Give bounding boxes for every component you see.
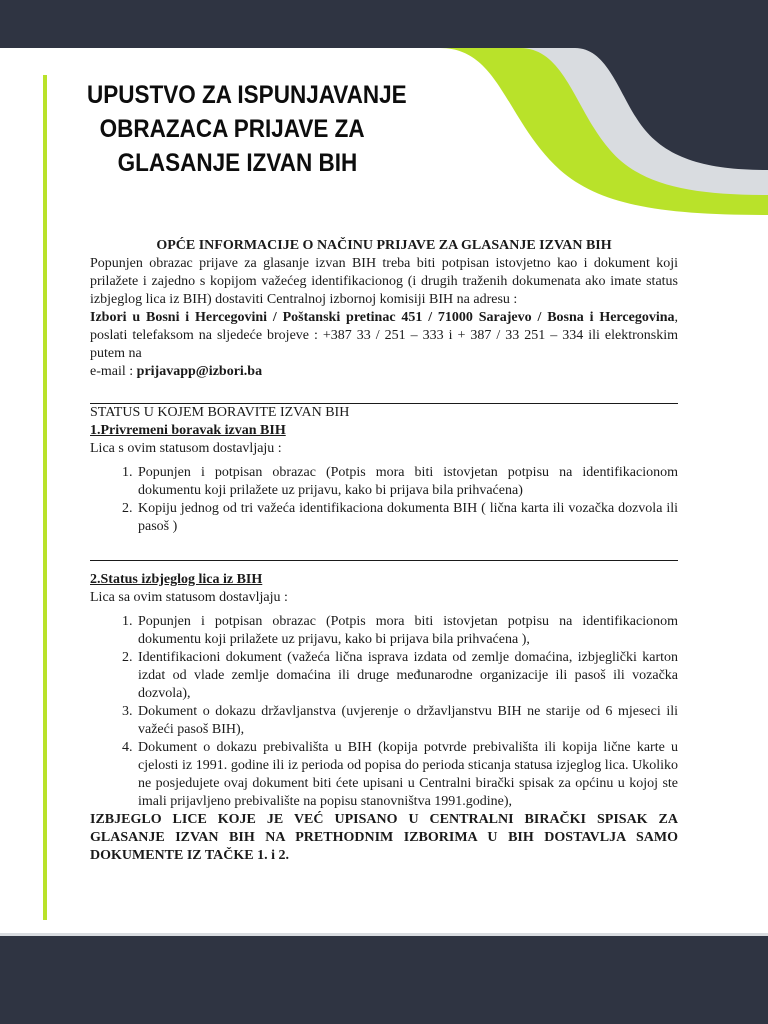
document-title [60, 78, 420, 180]
temporary-stay-title: 1.Privremeni boravak izvan BIH [90, 423, 286, 438]
refugee-status-intro: Lica sa ovim statusom dostavljaju : [90, 590, 288, 605]
email-link[interactable]: prijavapp@izbori.ba [136, 364, 263, 379]
accent-left-bar [43, 75, 47, 920]
general-info-heading: OPĆE INFORMACIJE O NAČINU PRIJAVE ZA GLASANJE IZVAN BIH [156, 238, 612, 253]
document-body [90, 237, 678, 865]
address-paragraph [90, 309, 678, 363]
list-item: 3. Dokument o dokazu državljanstva (uvjerenje o državljanstvu BIH ne starije od 6 mjeseci ili važeći pasoš BIH), [136, 703, 678, 739]
email-label: e-mail : [90, 364, 137, 379]
bottom-band [0, 936, 768, 1024]
list-item: 4. Dokument o dokazu prebivališta u BIH (kopija potvrde prebivališta ili kopija lične karte u cjelosti iz 1991. godine ili iz perioda od popisa do perioda sticanja statusa izjeglog lica. Ukoliko ne posjedujete ovaj dokument biti ćete upisani u Centralni birački spisak za općinu u kojoj ste imali prijavljeno prebivalište na popisu stanovništva 1991.godine), [136, 739, 678, 811]
address-bold: Izbori u Bosni i Hercegovini / Poštanski pretinac 451 / 71000 Sarajevo / Bosna i Hercegovina [90, 310, 675, 325]
refugee-status-title: 2.Status izbjeglog lica iz BIH [90, 572, 263, 587]
status-heading: STATUS U KOJEM BORAVITE IZVAN BIH [90, 405, 350, 420]
refugee-status-list [90, 613, 678, 811]
temporary-stay-intro: Lica s ovim statusom dostavljaju : [90, 441, 282, 456]
address-rest: , poslati telefaksom na sljedeće brojeve : +387 33 / 251 – 333 i + 387 / 33 251 – 334 ili elektronskim putem na [90, 310, 678, 361]
title-line-2: OBRAZACA PRIJAVE ZA [99, 115, 365, 143]
general-info-paragraph: Popunjen obrazac prijave za glasanje izvan BIH treba biti potpisan istovjetno kao i dokument koji prilažete i zajedno s kopijom važećeg identifikacionog (i drugih traženih dokumenata ako imate status izbjeglog lica iz BIH) dostaviti Centralnoj izbornoj komisiji BIH na adresu : [90, 256, 678, 307]
title-line-1: UPUSTVO ZA ISPUNJAVANJE [87, 81, 407, 109]
email-line [90, 363, 678, 381]
list-item: 1. Popunjen i potpisan obrazac (Potpis mora biti istovjetan potpisu na identifikacionom dokumentu koji prilažete uz prijavu, kako bi prijava bila prihvaćena) [136, 464, 678, 500]
list-item: 2. Identifikacioni dokument (važeća lična isprava izdata od zemlje domaćina, izbjeglički karton izdat od vlade zemlje domaćina ili druge međunarodne organizacije ili pasoš ili vozačka dozvola), [136, 649, 678, 703]
divider-2 [90, 560, 678, 561]
list-item: 2. Kopiju jednog od tri važeća identifikaciona dokumenta BIH ( lična karta ili vozačka dozvola ili pasoš ) [136, 500, 678, 536]
temporary-stay-list [90, 464, 678, 536]
list-item: 1. Popunjen i potpisan obrazac (Potpis mora biti istovjetan potpisu na identifikacionom dokumentu koji prilažete uz prijavu, kako bi prijava bila prihvaćena ), [136, 613, 678, 649]
final-note: IZBJEGLO LICE KOJE JE VEĆ UPISANO U CENTRALNI BIRAČKI SPISAK ZA GLASANJE IZVAN BIH NA PRETHODNIM IZBORIMA U BIH DOSTAVLJA SAMO DOKUMENTE IZ TAČKE 1. i 2. [90, 812, 678, 863]
title-line-3: GLASANJE IZVAN BIH [117, 149, 358, 177]
